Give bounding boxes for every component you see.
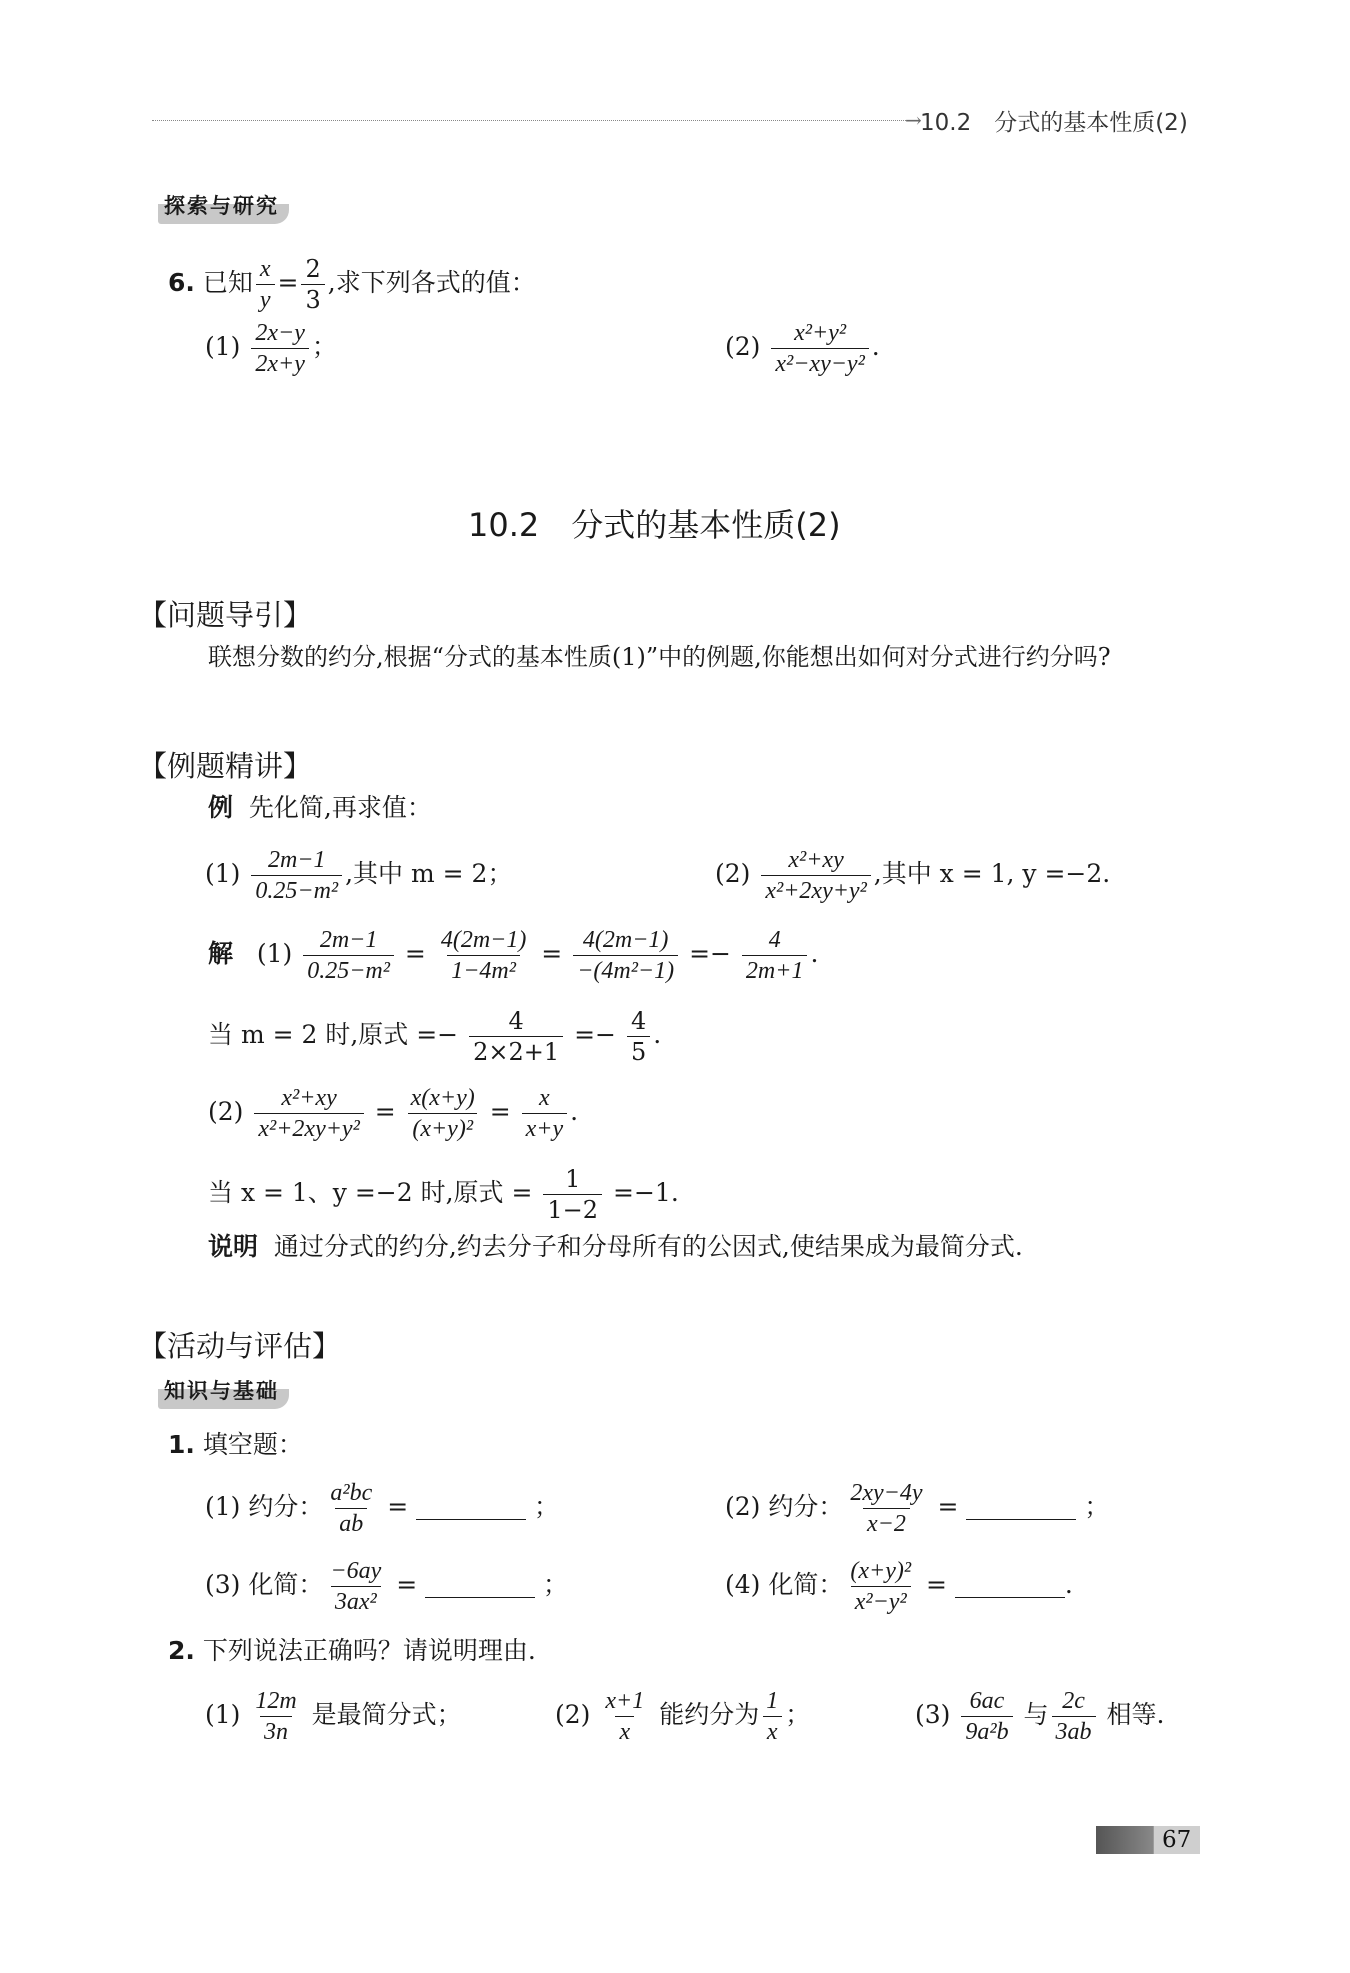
when-x-1: 当 x = 1、y =−2 时,原式 = $\frac{1}{1-2}$ =−1. xyxy=(208,1165,679,1224)
basics-tag: 知识与基础 xyxy=(158,1373,289,1409)
example-intro: 例 先化简,再求值： xyxy=(208,793,432,822)
section-title: 10.2 分式的基本性质(2) xyxy=(468,506,841,544)
question-6: 6. 已知 $\frac{x}{y}$ = $\frac{2}{3}$ ,求下列各式的值： xyxy=(168,255,536,314)
fill-2-answer[interactable] xyxy=(966,1497,1076,1520)
q6-value: $\frac{2}{3}$ xyxy=(301,254,324,315)
fill-4: (4) 化简： $\frac{\text{(x+y)²}}{\text{x²−y²}}$ = . xyxy=(725,1558,1073,1615)
guide-text: 联想分数的约分,根据“分式的基本性质(1)”中的例题,你能想出如何对分式进行约分吗? xyxy=(208,643,1111,671)
guide-heading: 【问题导引】 xyxy=(138,598,313,632)
header-arrow-icon: → xyxy=(905,108,922,132)
header-section: 10.2 分式的基本性质(2) xyxy=(920,110,1188,136)
example-1: (1) $\frac{2m-1}{\text{0.25−m²}}$ ,其中 m = 2； xyxy=(205,847,513,904)
fill-3-answer[interactable] xyxy=(425,1575,535,1598)
note: 说明 通过分式的约分,约去分子和分母所有的公因式,使结果成为最简分式. xyxy=(208,1232,1023,1261)
judge-3: (3) $\frac{6ac}{\text{9a²b}}$ 与 $\frac{2c}{3ab}$ 相等. xyxy=(915,1688,1165,1745)
page-number: 67 xyxy=(1162,1827,1192,1853)
when-m-2: 当 m = 2 时,原式 =− $\frac{4}{2\times 2+1}$ =− $\frac{4}{5}$ . xyxy=(208,1007,662,1066)
fill-2: (2) 约分： $\frac{2xy-4y}{x-2}$ = ； xyxy=(725,1480,1110,1537)
example-heading: 【例题精讲】 xyxy=(138,749,313,783)
solution-2: (2) $\frac{\text{x²+xy}}{\text{x²+2xy+y²}}$ = $\frac{x(x+y)}{\text{(x+y)²}}$ = $\frac{x}{x+y}$ . xyxy=(208,1085,579,1142)
q6-fraction: $\frac{x}{y}$ xyxy=(256,254,275,315)
q6-part-2: (2) $\frac{\text{x²+y²}}{\text{x²−xy−y²}}$ . xyxy=(725,320,880,377)
judge-1: (1) $\frac{12m}{3n}$ 是最简分式； xyxy=(205,1688,462,1745)
q6-suffix: ,求下列各式的值： xyxy=(327,268,536,297)
activity-heading: 【活动与评估】 xyxy=(138,1329,342,1363)
fill-1: (1) 约分： $\frac{\text{a²bc}}{ab}$ = ； xyxy=(205,1480,560,1537)
q6-part-1: (1) $\frac{2x-y}{2x+y}$ ； xyxy=(205,320,337,377)
judge-2: (2) $\frac{x+1}{x}$ 能约分为 $\frac{1}{x}$ ； xyxy=(555,1688,811,1745)
q6-prefix: 已知 xyxy=(202,268,253,297)
example-2: (2) $\frac{\text{x²+xy}}{\text{x²+2xy+y²}}$ ,其中 x = 1, y =−2. xyxy=(715,847,1111,904)
fill-4-answer[interactable] xyxy=(955,1575,1065,1598)
header-rule xyxy=(152,120,912,121)
question-2: 2. 下列说法正确吗？请说明理由. xyxy=(168,1636,536,1665)
solution-1: 解 (1) $\frac{2m-1}{\text{0.25−m²}}$ = $\frac{4(2m-1)}{\text{1−4m²}}$ = $\frac{4(2m-1)}{\text{−(4m²−1)}}$ =− $\frac{4}{2m+1}$ . xyxy=(208,927,819,984)
fill-1-answer[interactable] xyxy=(416,1497,526,1520)
q6-number: 6. xyxy=(168,268,195,297)
explore-tag: 探索与研究 xyxy=(158,188,289,224)
fill-3: (3) 化简： $\frac{-6ay}{\text{3ax²}}$ = ； xyxy=(205,1558,569,1615)
question-1: 1. 填空题： xyxy=(168,1430,303,1459)
